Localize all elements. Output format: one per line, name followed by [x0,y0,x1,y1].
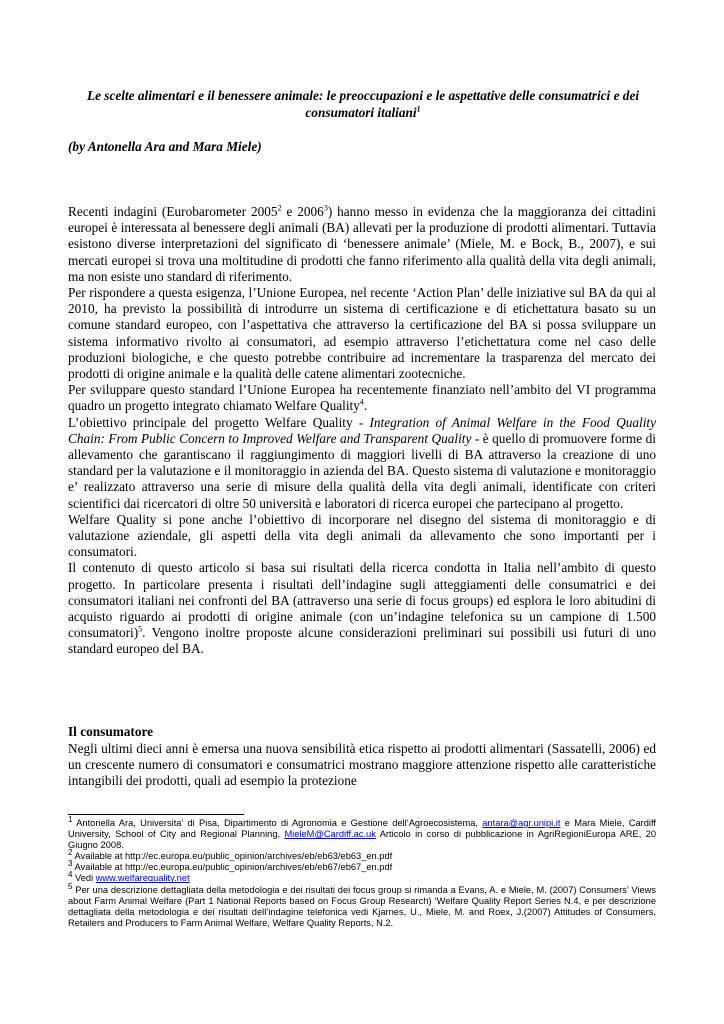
footnote-5 [68,881,656,929]
p4-text-a: L’obiettivo principale del progetto Welfare Quality - [68,414,370,430]
title-footnote-ref: 1 [416,104,421,114]
paragraph-4 [68,415,656,512]
title-text: Le scelte alimentari e il benessere animale: le preoccupazioni e le aspettative delle consumatrici e dei consumatori italiani [86,88,640,120]
footnote-2 [68,848,656,862]
footnote-ref-4: 4 [359,398,364,408]
footnote-3-number: 3 [68,859,73,869]
p1-text-a: Recenti indagini (Eurobarometer 2005 [68,204,278,219]
p3-text-b: . [363,398,368,414]
footnote-1-text-c: Articolo in corso di pubblicazione in AgriRegioniEuropa ARE, 20 Giugno 2008. [68,829,656,851]
footnote-5-number: 5 [68,881,73,891]
footnote-4 [68,870,656,884]
footnote-1-number: 1 [68,814,73,824]
email-link-miele[interactable]: MieleM@Cardiff.ac.uk [284,829,376,840]
paragraph-5: Welfare Quality si pone anche l’obiettivo di incorporare nel disegno del sistema di monitoraggio e di valutazione aziendale, gli aspetti della vita degli animali da allevamento che sono importanti per i consumatori. [68,511,656,560]
document-title [68,87,658,121]
section-text: Negli ultimi dieci anni è emersa una nuova sensibilità etica rispetto ai prodotti alimentari (Sassatelli, 2006) ed un crescente numero di consumatori e consumatrici mostrano maggiore attenzione rispetto alle caratteristiche intangibili dei prodotti, quali ad esempio la protezione [68,741,656,789]
footnote-ref-5: 5 [138,624,143,634]
footnote-4-text: Vedi [72,873,96,884]
footnote-1-text-b: e Mara Miele, Cardiff University, School of City and Regional Planning, [68,818,656,840]
welfarequality-link[interactable]: www.welfarequality.net [95,873,190,884]
paragraph-1 [68,204,656,285]
footnote-1-text-a: Antonella Ara, Universita’ di Pisa, Dipartimento di Agronomia e Gestione dell’Agroecosistema, [72,818,483,828]
p1-text-c: ) hanno messo in evidenza che la maggioranza dei cittadini europei è interessata al benessere degli animali (BA) allevati per la produzione di prodotti alimentari. Tuttavia esistono diverse interpretazioni del significato di ‘benessere animale’ (Miele, M. e Bock, B., 2007), e sui mercati europei si trova una moltitudine di prodotti che fanno riferimento alla qualità della vita degli animali, ma non esiste uno standard di riferimento. [68,204,656,284]
paragraph-6 [68,560,656,657]
p1-text-b: e 2006 [281,204,324,219]
footnote-divider [68,814,244,815]
footnote-3-text: Available at http://ec.europa.eu/public_opinion/archives/eb/eb67/eb67_en.pdf [72,862,393,873]
footnote-ref-3: 3 [323,203,328,213]
project-full-title: Integration of Animal Welfare in the Food Quality Chain: From Public Concern to Improved Welfare and Transparent Quality [68,414,656,446]
p6-text-b: . Vengono inoltre proposte alcune considerazioni preliminari sui possibili usi futuri di uno standard europeo del BA. [68,625,656,657]
footnote-2-number: 2 [68,848,73,858]
paragraph-3 [68,382,656,414]
footnote-2-text: Available at http://ec.europa.eu/public_opinion/archives/eb/eb63/eb63_en.pdf [72,851,393,862]
paragraph-2: Per rispondere a questa esigenza, l’Unione Europea, nel recente ‘Action Plan’ delle iniziative sul BA da qui al 2010, ha previsto la possibilità di introdurre un sistema di certificazione e di etichettatura basato su un comune standard europeo, con l’aspettativa che attraverso la certificazione del BA si possa sviluppare un sistema informativo rivolto ai consumatori, ad esempio attraverso l’etichettatura come nel caso delle produzioni biologiche, e che questo potrebbe contribuire ad incrementare la trasparenza del mercato dei prodotti di origine animale e la qualità delle catene alimentari zootecniche. [68,285,656,382]
section-heading: Il consumatore [68,724,154,739]
email-link-ara[interactable]: antara@agr.unipi.it [482,818,561,828]
footnotes [68,814,656,929]
footnote-1 [68,814,656,851]
authors-line: (by Antonella Ara and Mara Miele) [68,139,262,154]
p3-text-a: Per sviluppare questo standard l’Unione Europea ha recentemente finanziato nell’ambito del VI programma quadro un progetto integrato chiamato Welfare Quality [68,382,656,414]
footnote-3 [68,859,656,873]
intro-body [68,204,656,658]
p6-text-a: Il contenuto di questo articolo si basa sui risultati della ricerca condotta in Italia nell’ambito di questo progetto. In particolare presenta i risultati dell’indagine sugli atteggiamenti delle consumatrici e dei consumatori italiani nei confronti del BA (attraverso una serie di focus groups) ed esplora le loro abitudini di acquisto riguardo ai prodotti di origine animale (con un’indagine telefonica su un campione di 1.500 consumatori) [68,560,656,641]
footnote-5-text: Per una descrizione dettagliata della metodologia e dei risultati dei focus group si rimanda a Evans, A. e Miele, M. (2007) Consumers’ Views about Farm Animal Welfare (Part 1 National Reports based on Focus Group Research) ‘Welfare Quality Report Series N.4, e per descrizione dettagliata della metodologia e dei risultati dell’indagine telefonica vedi Kjarnes, U., Miele, M. and Roex, J.(2007) Attitudes of Consumers, Retailers and Producers to Farm Animal Welfare, Welfare Quality Reports, N.2. [68,884,656,928]
p4-text-b: - è quello di promuovere forme di allevamento che garantiscano il raggiungimento di maggiori livelli di BA attraverso la creazione di uno standard per la valutazione e il monitoraggio in azienda del BA. Questo sistema di valutazione e monitoraggio e’ realizzato attraverso una serie di misure della qualità della vita degli animali, identificate con criteri scientifici dai ricercatori di oltre 50 università e laboratori di ricerca europei che partecipano al progetto. [68,430,656,511]
footnote-4-number: 4 [68,870,73,880]
footnote-ref-2: 2 [277,203,282,213]
